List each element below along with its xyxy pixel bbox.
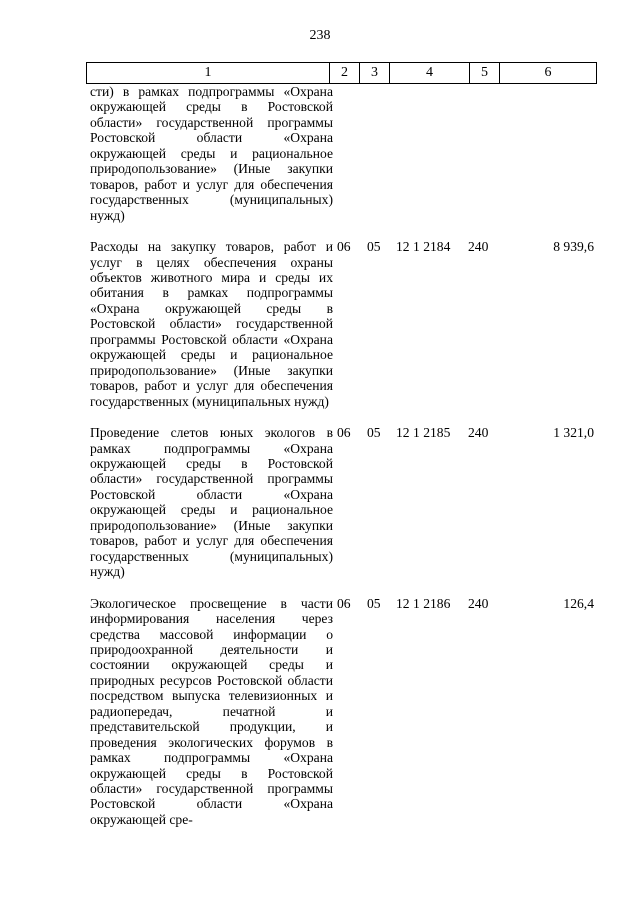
header-col-6: 6 xyxy=(500,63,597,84)
row-subsection-code: 05 xyxy=(367,595,381,611)
header-col-1: 1 xyxy=(87,63,330,84)
row-description: Экологическое просвещение в части информирования населения через средства массовой информации о природоохранной деятельности и состоянии окружающей среды и природных ресурсов Ростовской области посредством выпуска телевизионных и радиопередач, печатной и представительской продукции, и проведения экологических форумов в рамках подпрограммы «Охрана окружающей среды в Ростовской области» государственной программы Ростовской области «Охрана окружающей сре- xyxy=(90,595,333,827)
header-col-3: 3 xyxy=(360,63,390,84)
row-description: сти) в рамках подпрограммы «Охрана окружающей среды в Ростовской области» государственной программы Ростовской области «Охрана окружающей среды и рациональное природопользование» (Иные закупки товаров, работ и услуг для обеспечения государственных (муниципальных) нужд) xyxy=(90,84,333,223)
row-amount: 8 939,6 xyxy=(553,239,594,255)
row-section-code: 06 xyxy=(337,239,351,255)
row-subsection-code: 05 xyxy=(367,239,381,255)
row-description: Проведение слетов юных экологов в рамках подпрограммы «Охрана окружающей среды в Ростовской области» государственной программы Ростовской области «Охрана окружающей среды и рациональное природопользование» (Иные закупки товаров, работ и услуг для обеспечения государственных (муниципальных) нужд) xyxy=(90,425,333,580)
row-gap xyxy=(86,223,596,239)
row-description: Расходы на закупку товаров, работ и услуг в целях обеспечения охраны объектов животного мира и среды их обитания в рамках подпрограммы «Охрана окружающей среды в Ростовской области» государственной программы Ростовской области «Охрана окружающей среды и рациональное природопользование» (Иные закупки товаров, работ и услуг для обеспечения государственных (муниципальных нужд) xyxy=(90,239,333,409)
header-col-2: 2 xyxy=(330,63,360,84)
row-subsection-code: 05 xyxy=(367,425,381,441)
header-col-4: 4 xyxy=(390,63,470,84)
row-expense-type-code: 240 xyxy=(468,595,489,611)
row-target-article-code: 12 1 2185 xyxy=(396,425,451,441)
table-row xyxy=(86,425,596,580)
row-gap xyxy=(86,409,596,425)
page-number: 238 xyxy=(309,28,331,43)
table-row xyxy=(86,596,596,828)
header-row xyxy=(87,63,597,84)
row-expense-type-code: 240 xyxy=(468,239,489,255)
row-section-code: 06 xyxy=(337,595,351,611)
row-section-code: 06 xyxy=(337,425,351,441)
row-expense-type-code: 240 xyxy=(468,425,489,441)
row-gap xyxy=(86,580,596,596)
table-body xyxy=(86,84,596,827)
row-amount: 1 321,0 xyxy=(553,425,594,441)
table-row xyxy=(86,239,596,409)
table-header xyxy=(86,62,597,84)
table-row xyxy=(86,84,596,223)
row-target-article-code: 12 1 2184 xyxy=(396,239,451,255)
header-col-5: 5 xyxy=(470,63,500,84)
row-amount: 126,4 xyxy=(563,595,594,611)
row-target-article-code: 12 1 2186 xyxy=(396,595,451,611)
